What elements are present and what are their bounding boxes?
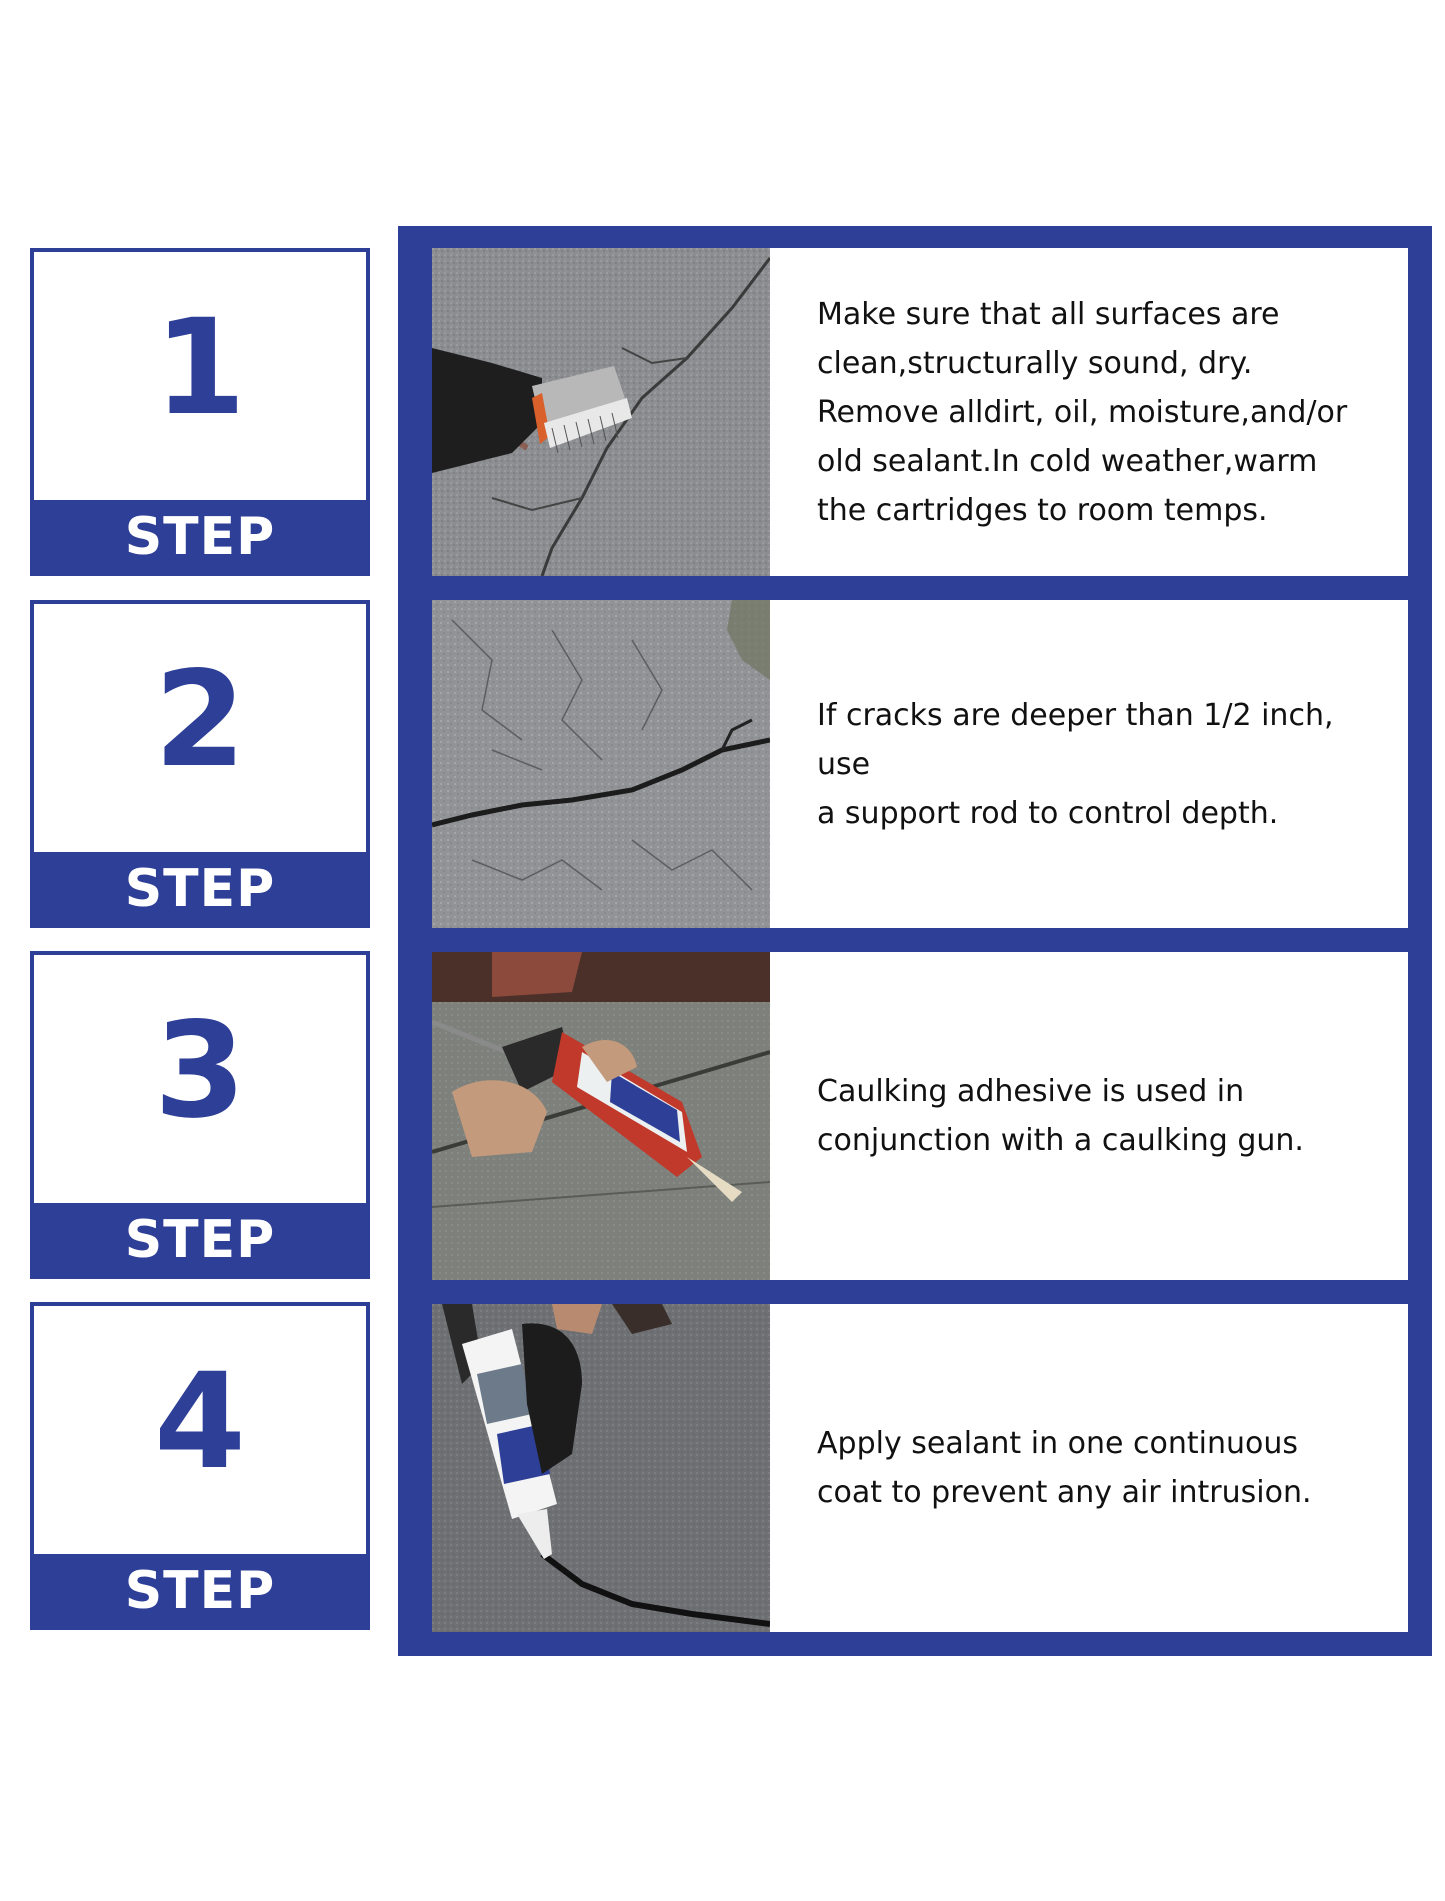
- step-number: 3: [154, 994, 246, 1148]
- step-badge-2: [30, 600, 370, 928]
- step-number: 1: [154, 291, 246, 445]
- step-label: STEP: [34, 1554, 366, 1626]
- instruction-row-2: [432, 600, 1408, 928]
- instruction-text: [817, 952, 1377, 1280]
- instruction-row-4: [432, 1304, 1408, 1632]
- instruction-text: [817, 1304, 1377, 1632]
- caulking-gun-photo: [432, 952, 770, 1280]
- cracked-asphalt-photo: [432, 600, 770, 928]
- step-label: STEP: [34, 852, 366, 924]
- step-badge-1: [30, 248, 370, 576]
- instruction-row-1: [432, 248, 1408, 576]
- step-badge-3: [30, 951, 370, 1279]
- instruction-text-content: Caulking adhesive is used in conjunction with a caulking gun.: [817, 1074, 1304, 1158]
- instruction-text: [817, 248, 1377, 576]
- step-number: 2: [154, 643, 246, 797]
- instruction-text-content: Apply sealant in one continuous coat to prevent any air intrusion.: [817, 1426, 1312, 1510]
- instruction-row-3: [432, 952, 1408, 1280]
- step-label: STEP: [34, 500, 366, 572]
- wire-brush-cleaning-crack-photo: [432, 248, 770, 576]
- instruction-text: [817, 600, 1377, 928]
- step-badge-4: [30, 1302, 370, 1630]
- instructions-panel: [398, 226, 1432, 1656]
- sealant-application-photo: [432, 1304, 770, 1632]
- instruction-text-content: If cracks are deeper than 1/2 inch, use a support rod to control depth.: [817, 697, 1334, 831]
- step-number: 4: [154, 1345, 246, 1499]
- instruction-text-content: Make sure that all surfaces are clean,structurally sound, dry. Remove alldirt, oil, moisture,and/or old sealant.In cold weather,warm the cartridges to room temps.: [817, 296, 1348, 528]
- step-label: STEP: [34, 1203, 366, 1275]
